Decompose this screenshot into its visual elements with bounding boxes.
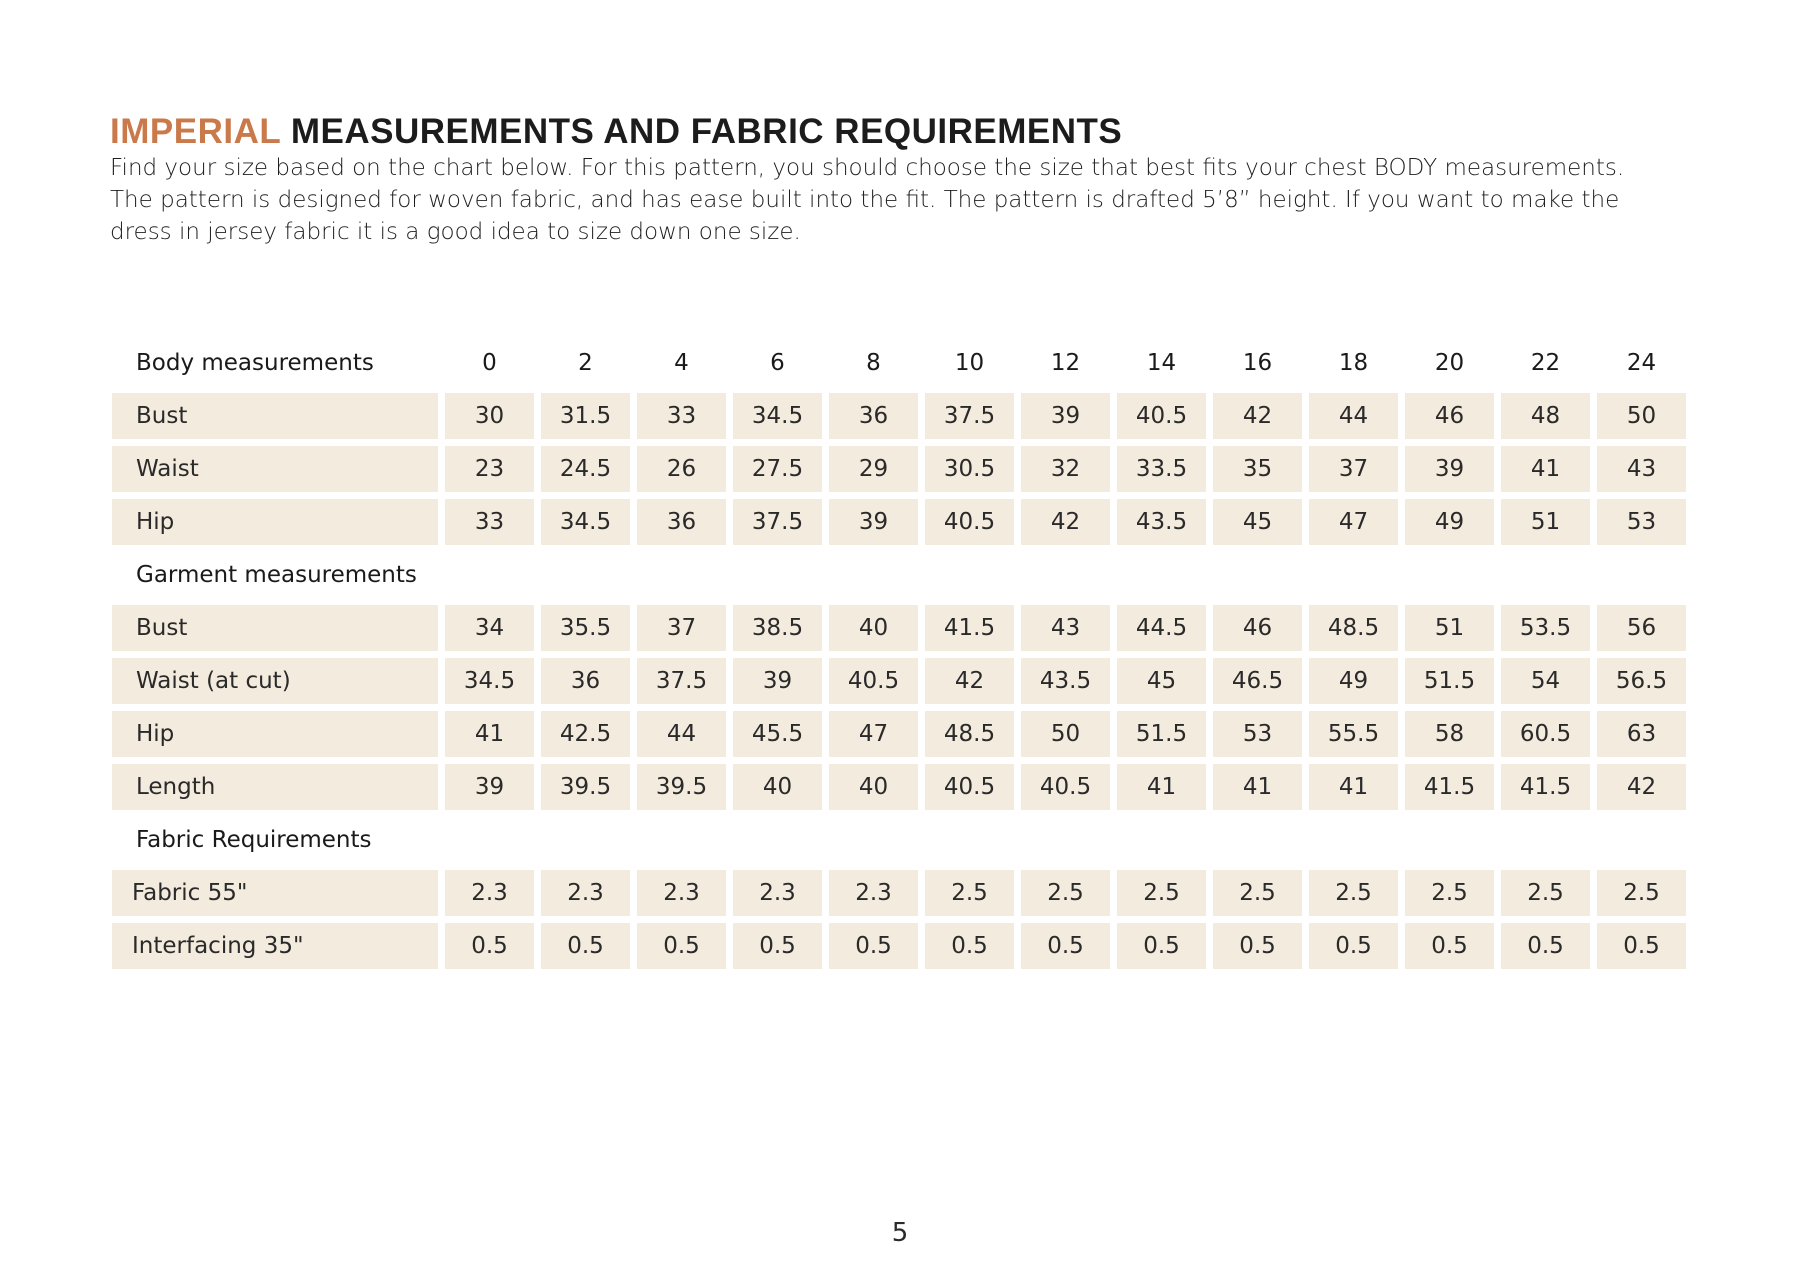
- row-label: Hip: [112, 499, 438, 545]
- table-cell: 40: [829, 605, 918, 651]
- table-cell: 53: [1597, 499, 1686, 545]
- empty-cell: [1213, 817, 1302, 863]
- table-cell: 46: [1405, 393, 1494, 439]
- table-row: [112, 764, 1686, 810]
- table-cell: 2.5: [925, 870, 1014, 916]
- empty-cell: [1405, 552, 1494, 598]
- table-cell: 34: [445, 605, 534, 651]
- table-cell: 2.5: [1309, 870, 1398, 916]
- table-cell: 2.3: [733, 870, 822, 916]
- table-cell: 42.5: [541, 711, 630, 757]
- table-cell: 39.5: [541, 764, 630, 810]
- table-cell: 2.3: [541, 870, 630, 916]
- empty-cell: [541, 552, 630, 598]
- table-cell: 40.5: [1021, 764, 1110, 810]
- table-cell: 63: [1597, 711, 1686, 757]
- table-cell: 30: [445, 393, 534, 439]
- table-cell: 0.5: [733, 923, 822, 969]
- empty-cell: [1021, 817, 1110, 863]
- table-cell: 56.5: [1597, 658, 1686, 704]
- size-column-header: 8: [866, 350, 881, 376]
- table-cell: 41: [1213, 764, 1302, 810]
- table-cell: 0.5: [1021, 923, 1110, 969]
- table-cell: 45.5: [733, 711, 822, 757]
- table-cell: 46.5: [1213, 658, 1302, 704]
- table-cell: 51.5: [1405, 658, 1494, 704]
- table-cell: 2.3: [829, 870, 918, 916]
- table-cell: 37.5: [637, 658, 726, 704]
- size-column-header: 20: [1434, 350, 1465, 376]
- table-cell: 53: [1213, 711, 1302, 757]
- table-cell: 0.5: [541, 923, 630, 969]
- table-cell: 41: [1501, 446, 1590, 492]
- empty-cell: [1597, 552, 1686, 598]
- table-cell: 0.5: [637, 923, 726, 969]
- table-row: [112, 499, 1686, 545]
- table-cell: 39: [829, 499, 918, 545]
- size-column-header: 10: [954, 350, 985, 376]
- table-cell: 42: [1021, 499, 1110, 545]
- table-cell: 39: [733, 658, 822, 704]
- row-label: Bust: [112, 393, 438, 439]
- title-accent: IMPERIAL: [110, 112, 281, 151]
- table-cell: 48.5: [1309, 605, 1398, 651]
- table-cell: 49: [1309, 658, 1398, 704]
- table-row: [112, 711, 1686, 757]
- table-cell: 43.5: [1117, 499, 1206, 545]
- empty-cell: [925, 552, 1014, 598]
- table-cell: 41: [1117, 764, 1206, 810]
- table-cell: 39: [1405, 446, 1494, 492]
- table-cell: 55.5: [1309, 711, 1398, 757]
- table-cell: 0.5: [829, 923, 918, 969]
- table-cell: 51.5: [1117, 711, 1206, 757]
- section-heading-body: Body measurements: [136, 350, 374, 376]
- empty-cell: [637, 552, 726, 598]
- table-cell: 35.5: [541, 605, 630, 651]
- empty-cell: [1597, 817, 1686, 863]
- table-cell: 31.5: [541, 393, 630, 439]
- empty-cell: [1405, 817, 1494, 863]
- table-row: [112, 393, 1686, 439]
- table-cell: 44: [637, 711, 726, 757]
- row-label: Fabric 55": [112, 870, 438, 916]
- table-cell: 33: [445, 499, 534, 545]
- table-cell: 48: [1501, 393, 1590, 439]
- table-cell: 33.5: [1117, 446, 1206, 492]
- table-cell: 42: [1597, 764, 1686, 810]
- table-cell: 41: [1309, 764, 1398, 810]
- table-cell: 45: [1213, 499, 1302, 545]
- table-cell: 40.5: [925, 499, 1014, 545]
- table-cell: 0.5: [925, 923, 1014, 969]
- table-cell: 27.5: [733, 446, 822, 492]
- empty-cell: [925, 817, 1014, 863]
- table-cell: 41: [445, 711, 534, 757]
- empty-cell: [733, 552, 822, 598]
- table-cell: 40.5: [925, 764, 1014, 810]
- table-cell: 34.5: [733, 393, 822, 439]
- table-cell: 36: [829, 393, 918, 439]
- table-cell: 40: [829, 764, 918, 810]
- table-cell: 56: [1597, 605, 1686, 651]
- table-cell: 32: [1021, 446, 1110, 492]
- section-heading-garment: Garment measurements: [136, 562, 417, 588]
- table-cell: 29: [829, 446, 918, 492]
- empty-cell: [1213, 552, 1302, 598]
- row-label: Bust: [112, 605, 438, 651]
- table-cell: 41.5: [1405, 764, 1494, 810]
- empty-cell: [1117, 817, 1206, 863]
- table-cell: 40.5: [1117, 393, 1206, 439]
- empty-cell: [1021, 552, 1110, 598]
- table-cell: 2.5: [1213, 870, 1302, 916]
- table-cell: 42: [1213, 393, 1302, 439]
- empty-cell: [829, 552, 918, 598]
- empty-cell: [1309, 552, 1398, 598]
- empty-cell: [1309, 817, 1398, 863]
- empty-cell: [1501, 817, 1590, 863]
- table-cell: 34.5: [541, 499, 630, 545]
- page-number: 5: [891, 1218, 909, 1248]
- table-cell: 42: [925, 658, 1014, 704]
- table-cell: 50: [1021, 711, 1110, 757]
- table-cell: 44.5: [1117, 605, 1206, 651]
- table-cell: 51: [1405, 605, 1494, 651]
- empty-cell: [829, 817, 918, 863]
- size-column-header: 0: [482, 350, 497, 376]
- table-cell: 60.5: [1501, 711, 1590, 757]
- table-cell: 53.5: [1501, 605, 1590, 651]
- table-cell: 38.5: [733, 605, 822, 651]
- table-cell: 34.5: [445, 658, 534, 704]
- empty-cell: [1117, 552, 1206, 598]
- size-column-header: 4: [674, 350, 689, 376]
- title-rest: MEASUREMENTS AND FABRIC REQUIREMENTS: [280, 112, 1123, 151]
- row-label: Waist (at cut): [112, 658, 438, 704]
- intro-line: Find your size based on the chart below. For this pattern, you should choose the size that best fits your chest BODY measurements.: [110, 155, 1625, 181]
- table-cell: 24.5: [541, 446, 630, 492]
- row-label: Interfacing 35": [112, 923, 438, 969]
- size-column-header: 24: [1626, 350, 1657, 376]
- table-cell: 49: [1405, 499, 1494, 545]
- table-cell: 41.5: [1501, 764, 1590, 810]
- table-cell: 46: [1213, 605, 1302, 651]
- table-cell: 40.5: [829, 658, 918, 704]
- table-row: [112, 870, 1686, 916]
- table-cell: 37: [637, 605, 726, 651]
- table-cell: 37.5: [733, 499, 822, 545]
- size-header-row: [112, 340, 1686, 386]
- table-cell: 2.5: [1501, 870, 1590, 916]
- size-column-header: 6: [770, 350, 785, 376]
- row-label: Waist: [112, 446, 438, 492]
- table-cell: 37: [1309, 446, 1398, 492]
- table-cell: 0.5: [1117, 923, 1206, 969]
- size-chart-table: [105, 333, 1693, 976]
- table-cell: 48.5: [925, 711, 1014, 757]
- empty-cell: [445, 552, 534, 598]
- size-column-header: 16: [1242, 350, 1273, 376]
- table-cell: 2.3: [445, 870, 534, 916]
- table-cell: 45: [1117, 658, 1206, 704]
- table-cell: 44: [1309, 393, 1398, 439]
- table-cell: 0.5: [1309, 923, 1398, 969]
- section-heading-garment-row: [112, 552, 1686, 598]
- table-cell: 36: [637, 499, 726, 545]
- table-cell: 50: [1597, 393, 1686, 439]
- empty-cell: [541, 817, 630, 863]
- empty-cell: [637, 817, 726, 863]
- table-cell: 51: [1501, 499, 1590, 545]
- table-cell: 0.5: [445, 923, 534, 969]
- row-label: Length: [112, 764, 438, 810]
- size-column-header: 14: [1146, 350, 1177, 376]
- table-cell: 47: [829, 711, 918, 757]
- table-cell: 47: [1309, 499, 1398, 545]
- table-cell: 40: [733, 764, 822, 810]
- size-column-header: 22: [1530, 350, 1561, 376]
- table-cell: 39: [445, 764, 534, 810]
- page-title: [110, 112, 1122, 152]
- table-cell: 41.5: [925, 605, 1014, 651]
- table-cell: 2.5: [1021, 870, 1110, 916]
- table-row: [112, 658, 1686, 704]
- table-cell: 43: [1021, 605, 1110, 651]
- intro-line: The pattern is designed for woven fabric, and has ease built into the fit. The pattern is drafted 5’8” height. If you want to make the: [110, 187, 1620, 213]
- table-cell: 0.5: [1213, 923, 1302, 969]
- table-row: [112, 605, 1686, 651]
- table-cell: 43: [1597, 446, 1686, 492]
- intro-line: dress in jersey fabric it is a good idea to size down one size.: [110, 219, 801, 245]
- table-cell: 0.5: [1597, 923, 1686, 969]
- table-cell: 54: [1501, 658, 1590, 704]
- table-cell: 0.5: [1501, 923, 1590, 969]
- table-cell: 2.3: [637, 870, 726, 916]
- empty-cell: [733, 817, 822, 863]
- table-cell: 26: [637, 446, 726, 492]
- table-cell: 37.5: [925, 393, 1014, 439]
- table-cell: 36: [541, 658, 630, 704]
- empty-cell: [1501, 552, 1590, 598]
- size-column-header: 2: [578, 350, 593, 376]
- row-label: Hip: [112, 711, 438, 757]
- table-cell: 23: [445, 446, 534, 492]
- table-cell: 33: [637, 393, 726, 439]
- table-row: [112, 446, 1686, 492]
- table-cell: 39.5: [637, 764, 726, 810]
- table-cell: 43.5: [1021, 658, 1110, 704]
- table-cell: 2.5: [1405, 870, 1494, 916]
- table-cell: 2.5: [1597, 870, 1686, 916]
- size-column-header: 12: [1050, 350, 1081, 376]
- section-heading-fabric: Fabric Requirements: [136, 827, 372, 853]
- table-cell: 0.5: [1405, 923, 1494, 969]
- table-cell: 2.5: [1117, 870, 1206, 916]
- table-cell: 58: [1405, 711, 1494, 757]
- size-column-header: 18: [1338, 350, 1369, 376]
- table-row: [112, 923, 1686, 969]
- section-heading-fabric-row: [112, 817, 1686, 863]
- empty-cell: [445, 817, 534, 863]
- intro-paragraph: [110, 152, 1710, 248]
- table-cell: 39: [1021, 393, 1110, 439]
- table-cell: 35: [1213, 446, 1302, 492]
- table-cell: 30.5: [925, 446, 1014, 492]
